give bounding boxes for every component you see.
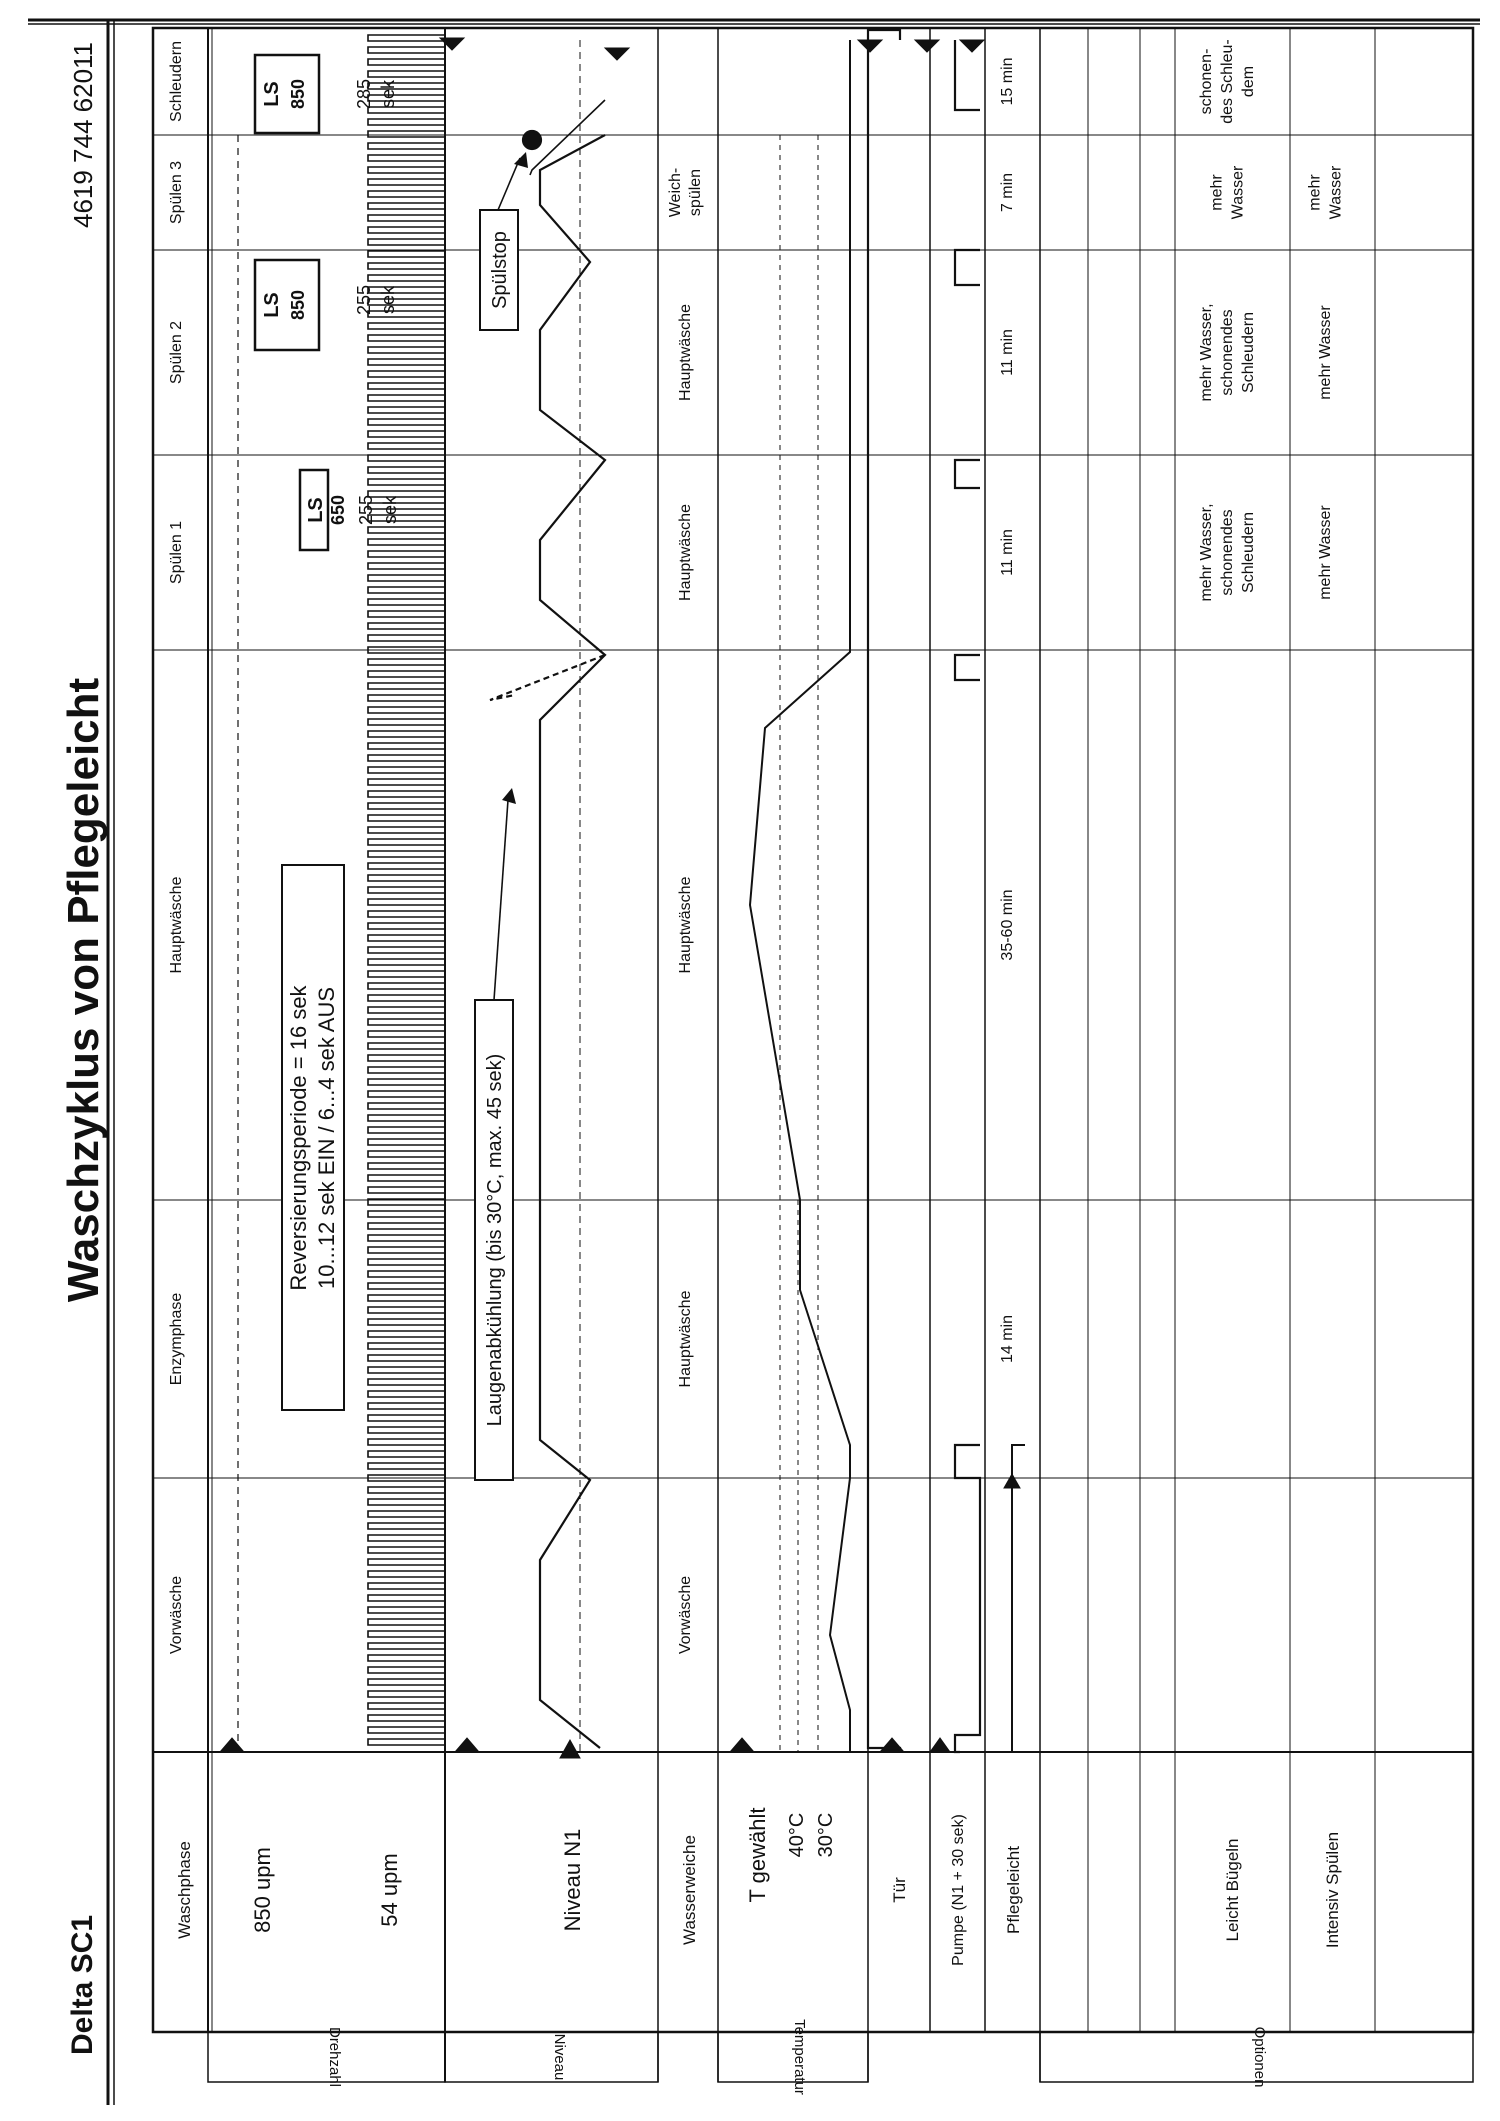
- spin-box-3: [255, 55, 398, 133]
- arrow-top-rpm: [440, 38, 464, 50]
- option-intensiv-spuelen: mehr Wasser: [1317, 505, 1334, 600]
- spin-box-1: [300, 470, 400, 550]
- option-leicht-buegeln: schonen-: [1198, 48, 1215, 115]
- option-intensiv-spuelen: mehr: [1306, 174, 1324, 211]
- spin-1-rpm: 650: [328, 494, 348, 526]
- label-waschphase: Waschphase: [175, 1841, 194, 1939]
- pflegeleicht-arrow: [1004, 1474, 1020, 1752]
- option-leicht-buegeln: mehr: [1208, 174, 1226, 211]
- phase-water-switch: spülen: [687, 168, 704, 217]
- phase-duration: 11 min: [999, 329, 1016, 376]
- phase-water-switch: Hauptwäsche: [677, 504, 694, 601]
- phase-duration: 15 min: [999, 57, 1016, 106]
- spin-2-duration: 255: [354, 284, 374, 316]
- phase-name: Vorwäsche: [168, 1575, 185, 1655]
- option-intensiv-spuelen: mehr Wasser: [1317, 305, 1334, 400]
- phase-water-switch: Hauptwäsche: [677, 876, 694, 974]
- group-niveau: Niveau: [551, 2033, 568, 2081]
- label-pflegeleicht: Pflegeleicht: [1004, 1846, 1023, 1934]
- cooling-box: [475, 788, 516, 1480]
- phase-duration: 7 min: [999, 172, 1016, 213]
- reversing-box: [282, 865, 344, 1410]
- part-number: 4619 744 62011: [68, 41, 98, 229]
- cooling-label: Laugenabkühlung (bis 30°C, max. 45 sek): [484, 1053, 506, 1427]
- page-title: Waschzyklus von Pflegeleicht: [59, 677, 108, 1303]
- phase-columns: [168, 39, 1345, 1654]
- spin-2-label: LS: [261, 292, 283, 318]
- arrow-niveau: [560, 1740, 580, 1758]
- arrow-top-niveau: [605, 48, 629, 60]
- phase-water-switch: Hauptwäsche: [677, 1290, 694, 1388]
- spin-3-label: LS: [261, 81, 283, 107]
- option-leicht-buegeln: Wasser: [1229, 165, 1247, 220]
- label-leicht-buegeln: Leicht Bügeln: [1223, 1838, 1242, 1942]
- row-labels: [175, 1808, 1342, 1966]
- phase-duration: 14 min: [999, 1314, 1016, 1364]
- reversing-line-1: Reversierungsperiode = 16 sek: [286, 985, 311, 1291]
- phase-water-switch: Weich-: [667, 167, 684, 218]
- phase-duration: 11 min: [999, 529, 1016, 576]
- label-wasserweiche: Wasserweiche: [680, 1835, 699, 1945]
- option-leicht-buegeln: Schleudern: [1240, 512, 1257, 593]
- phase-name: Spülen 1: [168, 520, 185, 585]
- label-intensiv-spuelen: Intensiv Spülen: [1323, 1831, 1342, 1949]
- phase-name: Enzymphase: [168, 1292, 185, 1386]
- option-leicht-buegeln: schonendes: [1219, 309, 1236, 396]
- phase-name: Spülen 2: [168, 320, 185, 385]
- label-t-40: 40°C: [786, 1812, 808, 1858]
- option-leicht-buegeln: des Schleu-: [1219, 39, 1236, 124]
- spin-3-unit: sek: [378, 79, 398, 109]
- option-leicht-buegeln: Schleudern: [1240, 312, 1257, 393]
- arrow-850-upm: [220, 1738, 244, 1752]
- group-drehzahl: Drehzahl: [326, 2026, 343, 2088]
- arrow-top-pumpe: [960, 40, 984, 52]
- option-leicht-buegeln: mehr Wasser,: [1198, 503, 1215, 602]
- spin-2-rpm: 850: [288, 289, 308, 321]
- model-label: Delta SC1: [66, 1914, 99, 2056]
- spin-3-rpm: 850: [288, 78, 308, 110]
- spin-1-unit: sek: [380, 495, 400, 525]
- arrow-top-temp: [858, 40, 882, 52]
- group-optionen: Optionen: [1251, 2026, 1268, 2088]
- phase-name: Hauptwäsche: [168, 876, 185, 974]
- arrow-temp: [730, 1738, 754, 1752]
- label-niveau-n1: Niveau N1: [560, 1828, 585, 1932]
- phase-water-switch: Vorwäsche: [677, 1575, 694, 1655]
- temperature-trace: [750, 40, 850, 1752]
- spin-1-duration: 255: [356, 494, 376, 526]
- label-850-upm: 850 upm: [250, 1847, 275, 1933]
- label-pumpe: Pumpe (N1 + 30 sek): [950, 1814, 967, 1966]
- rinse-stop-label: Spülstop: [489, 231, 511, 309]
- phase-name: Spülen 3: [168, 160, 185, 225]
- arrow-top-tuer: [915, 40, 939, 52]
- phase-name: Schleudern: [168, 41, 185, 122]
- arrow-54-upm: [455, 1738, 479, 1752]
- header: [28, 20, 1480, 2105]
- rinse-stop-box: [480, 152, 528, 330]
- spin-1-label: LS: [305, 497, 327, 523]
- label-tuer: Tür: [890, 1877, 909, 1903]
- group-labels: [326, 2019, 1268, 2095]
- option-intensiv-spuelen: Wasser: [1327, 165, 1345, 220]
- label-54-upm: 54 upm: [377, 1853, 402, 1927]
- option-leicht-buegeln: dem: [1240, 65, 1257, 98]
- spin-3-duration: 285: [354, 78, 374, 110]
- phase-duration: 35-60 min: [999, 889, 1016, 961]
- phase-water-switch: Hauptwäsche: [677, 304, 694, 401]
- option-leicht-buegeln: schonendes: [1219, 509, 1236, 596]
- label-t-gewaehlt: T gewählt: [745, 1807, 770, 1903]
- group-temperatur: Temperatur: [791, 2019, 808, 2095]
- option-leicht-buegeln: mehr Wasser,: [1198, 303, 1215, 402]
- arrow-pumpe: [930, 1738, 950, 1752]
- spin-2-unit: sek: [378, 285, 398, 315]
- label-t-30: 30°C: [815, 1812, 837, 1858]
- reversing-line-2: 10...12 sek EIN / 6...4 sek AUS: [314, 986, 339, 1290]
- grid: [153, 28, 1473, 2082]
